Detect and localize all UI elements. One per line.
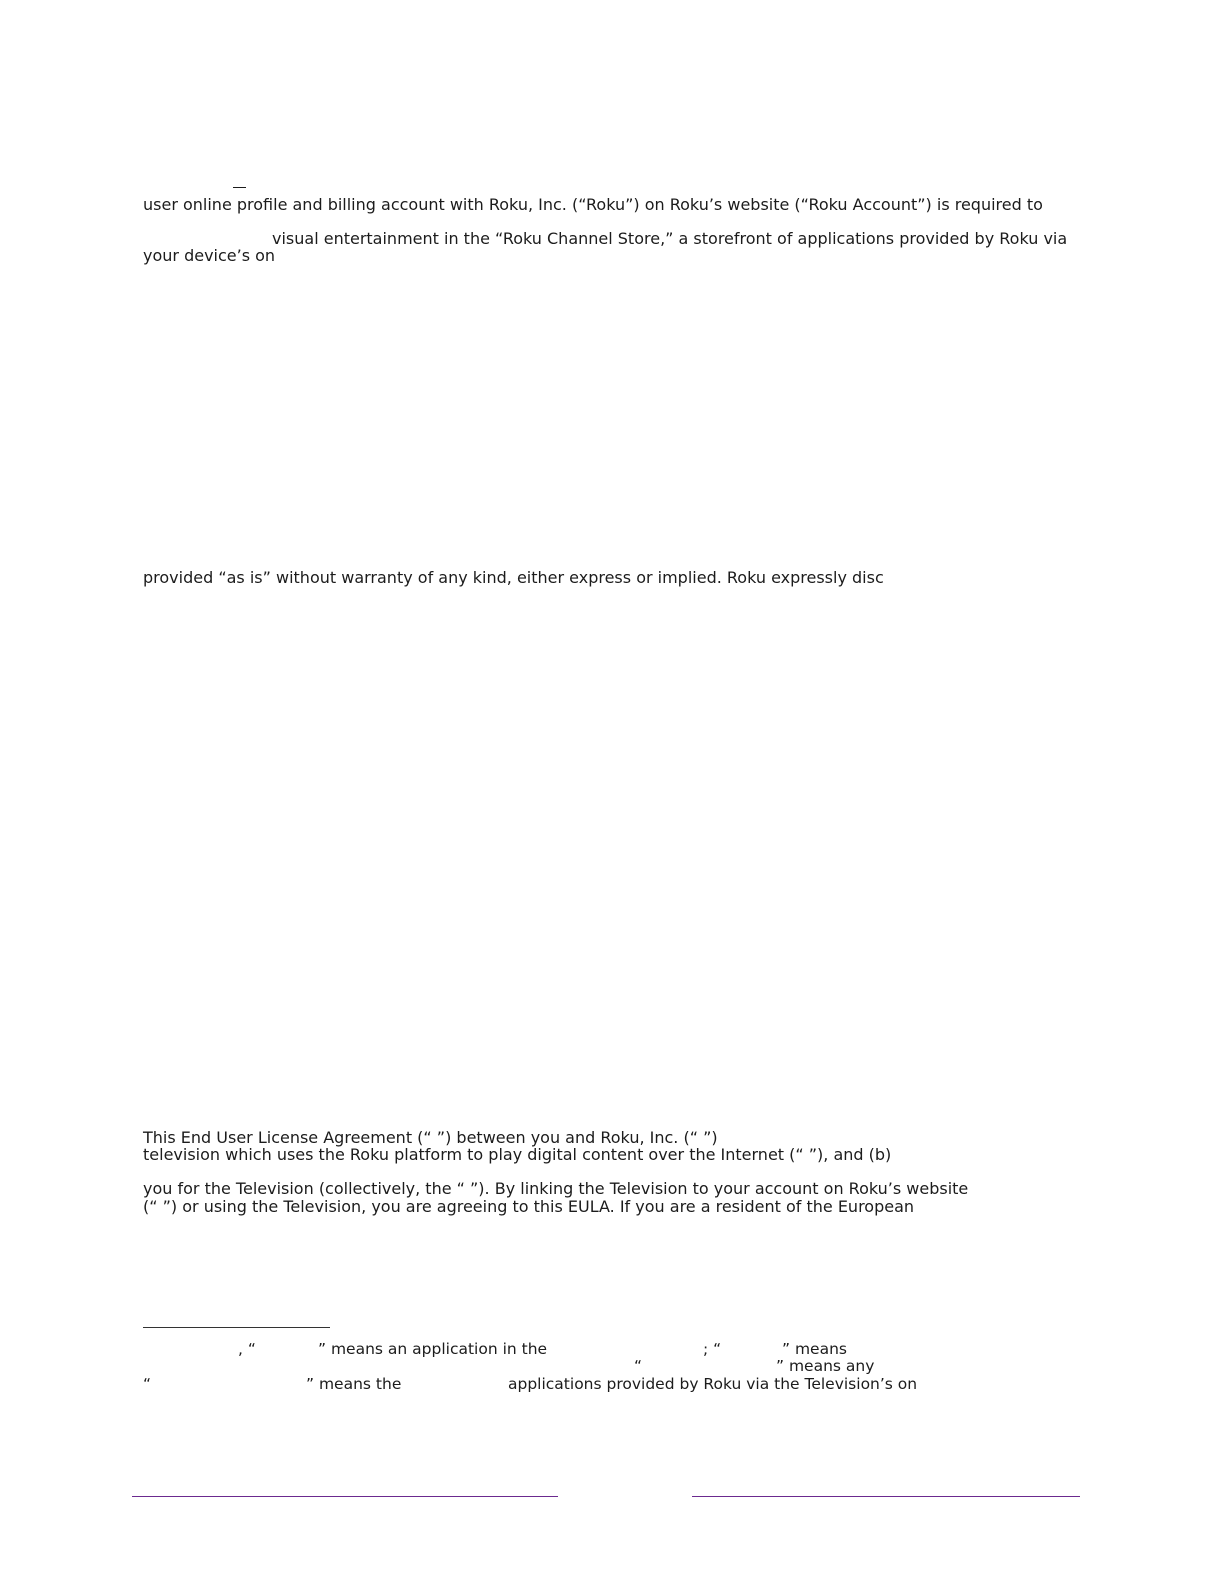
footer-rule-left xyxy=(132,1496,558,1497)
footnote-fragment: ” means any xyxy=(776,1357,875,1375)
intro-line-4: provided “as is” without warranty of any kind, either express or implied. Roku expressly disc xyxy=(143,568,884,587)
eula-line-2: television which uses the Roku platform to play digital content over the Internet (“ ”), and (b) xyxy=(143,1145,892,1164)
eula-line-4: (“ ”) or using the Television, you are agreeing to this EULA. If you are a resident of the European xyxy=(143,1197,915,1216)
intro-line-3: your device’s on xyxy=(143,246,276,265)
footnote-fragment: ; “ xyxy=(703,1340,722,1358)
footnote-fragment: “ xyxy=(143,1375,152,1393)
eula-line-1: This End User License Agreement (“ ”) between you and Roku, Inc. (“ ”) xyxy=(143,1128,718,1147)
underline-mark xyxy=(233,187,246,188)
footnote-fragment: applications provided by Roku via the Television’s on xyxy=(508,1375,918,1393)
footnote-fragment: , “ xyxy=(238,1340,256,1358)
footer-rule-right xyxy=(692,1496,1080,1497)
footnote-divider xyxy=(143,1327,330,1328)
eula-line-3: you for the Television (collectively, the “ ”). By linking the Television to your account on Roku’s website xyxy=(143,1179,969,1198)
intro-line-2: visual entertainment in the “Roku Channel Store,” a storefront of applications provided by Roku via xyxy=(272,229,1068,248)
footnote-fragment: ” means an application in the xyxy=(318,1340,548,1358)
footnote-fragment: ” means xyxy=(782,1340,847,1358)
footnote-fragment: “ xyxy=(634,1357,643,1375)
intro-line-1: user online profile and billing account with Roku, Inc. (“Roku”) on Roku’s website (“Roku Account”) is required to xyxy=(143,195,1043,214)
footnote-fragment: ” means the xyxy=(306,1375,402,1393)
